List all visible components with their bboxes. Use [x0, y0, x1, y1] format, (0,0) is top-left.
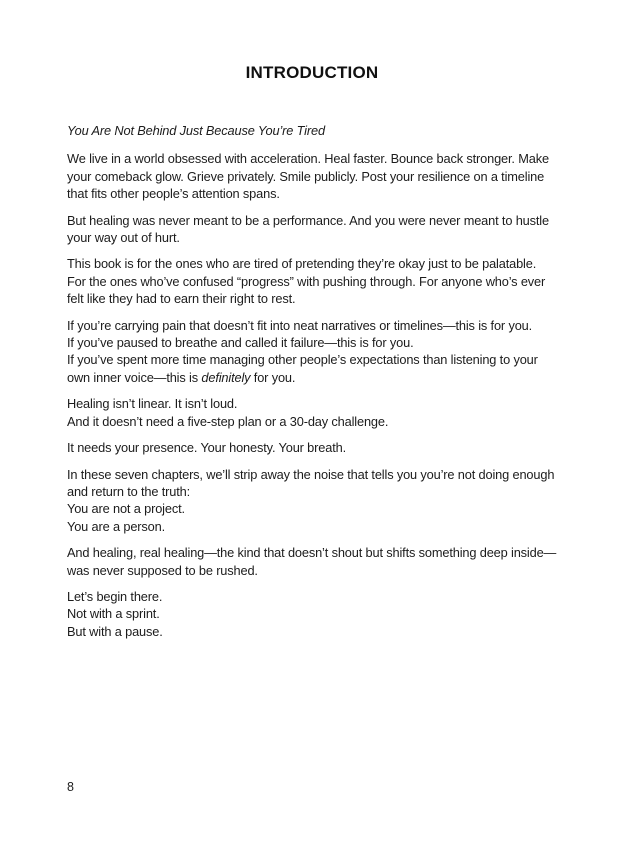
- paragraph: [67, 212, 557, 247]
- text-segment: If you’ve paused to breathe and called it failure—this is for you.: [67, 335, 414, 351]
- paragraph: [67, 588, 557, 640]
- emphasis-text: definitely: [201, 369, 251, 385]
- text-segment: We live in a world obsessed with acceleration. Heal faster. Bounce back stronger. Make your comeback glow. Grieve privately. Smile publicly. Post your resilience on a timeline that fits other people’s attention spans.: [67, 151, 549, 202]
- text-segment: You are not a project.: [67, 501, 185, 517]
- paragraph: [67, 439, 557, 456]
- paragraph: [67, 544, 557, 579]
- text-segment: But healing was never meant to be a performance. And you were never meant to hustle your way out of hurt.: [67, 212, 549, 246]
- text-segment: And healing, real healing—the kind that doesn’t shout but shifts something deep inside—was never supposed to be rushed.: [67, 545, 557, 578]
- paragraph-list: [67, 150, 557, 640]
- text-segment: You are a person.: [67, 518, 166, 534]
- text-segment: This book is for the ones who are tired of pretending they’re okay just to be palatable. For the ones who’ve confused “progress” with pushing through. For anyone who’s ever felt like they had to earn their right to rest.: [67, 256, 546, 307]
- text-segment: If you’re carrying pain that doesn’t fit into neat narratives or timelines—this is for you.: [67, 317, 533, 333]
- page-title: INTRODUCTION: [245, 63, 379, 82]
- text-segment: It needs your presence. Your honesty. Your breath.: [67, 440, 346, 456]
- text-segment: for you.: [250, 369, 296, 385]
- paragraph: [67, 150, 557, 202]
- page-number: 8: [67, 780, 74, 794]
- text-segment: But with a pause.: [67, 623, 163, 639]
- text-segment: Not with a sprint.: [67, 606, 160, 622]
- text-segment: Healing isn’t linear. It isn’t loud.: [67, 396, 238, 412]
- paragraph: [67, 317, 557, 387]
- text-segment: Let’s begin there.: [67, 588, 163, 604]
- paragraph: [67, 255, 557, 307]
- paragraph: [67, 466, 557, 536]
- text-segment: In these seven chapters, we’ll strip away the noise that tells you you’re not doing enough and return to the truth:: [67, 466, 555, 499]
- paragraph: [67, 395, 557, 430]
- text-segment: If you’ve spent more time managing other people’s expectations than listening to your own inner voice—this is: [67, 352, 538, 385]
- text-segment: And it doesn’t need a five-step plan or a 30-day challenge.: [67, 413, 389, 429]
- section-subtitle: You Are Not Behind Just Because You’re Tired: [67, 123, 325, 138]
